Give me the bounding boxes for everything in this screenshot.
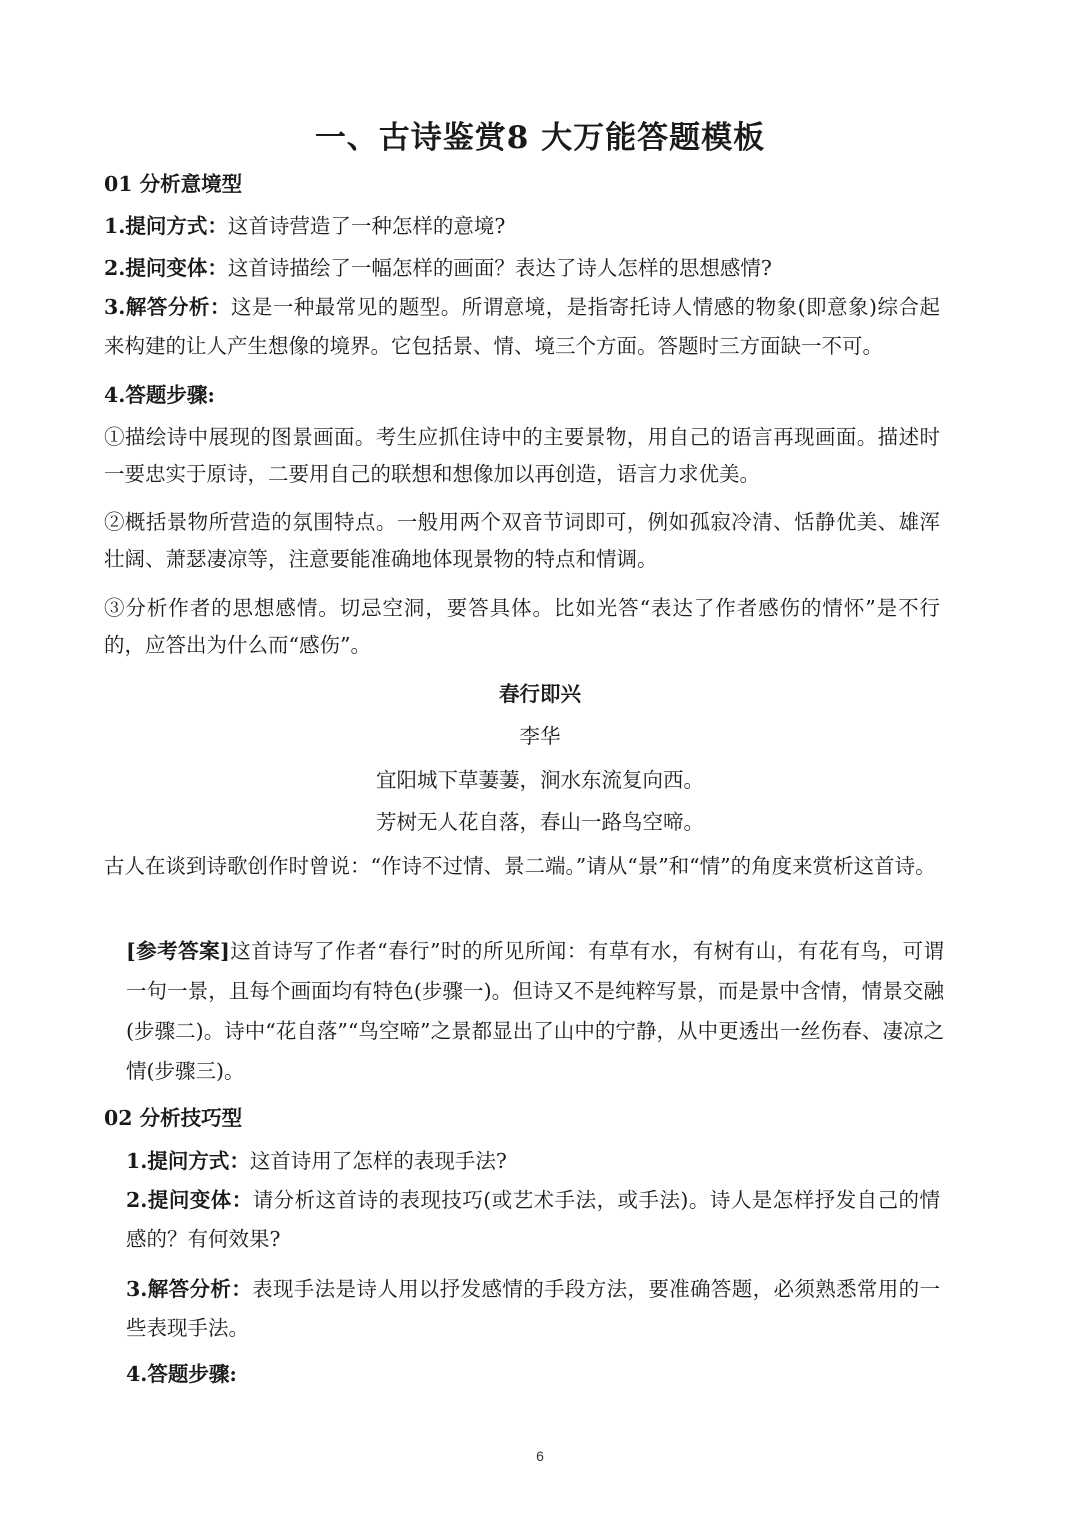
- reference-answer-label: [参考答案]: [126, 939, 230, 963]
- section1-question-variant: [104, 254, 772, 282]
- section1-question-form-label: 1.提问方式：: [104, 214, 228, 238]
- section2-analysis: [126, 1270, 940, 1348]
- section1-question-variant-label: 2.提问变体：: [104, 256, 228, 280]
- section2-heading: 02 分析技巧型: [104, 1106, 243, 1130]
- section2-question-variant-label: 2.提问变体：: [126, 1188, 253, 1212]
- poem-author: 李华: [519, 724, 561, 748]
- page-number: 6: [536, 1448, 544, 1464]
- section1-analysis: [104, 288, 940, 366]
- section1-question-form-text: 这首诗营造了一种怎样的意境?: [227, 214, 506, 238]
- section1-step1: ①描绘诗中展现的图景画面。考生应抓住诗中的主要景物，用自己的语言再现画面。描述时一要忠实于原诗，二要用自己的联想和想像加以再创造，语言力求优美。: [104, 425, 940, 486]
- section2-analysis-label: 3.解答分析：: [126, 1277, 253, 1301]
- section2-steps-label: 4.答题步骤:: [126, 1362, 237, 1386]
- section2-question-variant: [126, 1181, 940, 1259]
- poem-title: 春行即兴: [499, 682, 581, 706]
- section2-question-form-text: 这首诗用了怎样的表现手法?: [249, 1149, 507, 1173]
- section1-analysis-label: 3.解答分析：: [104, 295, 231, 319]
- section2-question-variant-text: 请分析这首诗的表现技巧(或艺术手法，或手法)。诗人是怎样抒发自己的情感的？有何效果?: [126, 1188, 940, 1251]
- section1-question-variant-text: 这首诗描绘了一幅怎样的画面？表达了诗人怎样的思想感情?: [227, 256, 772, 280]
- poem-line-2: 芳树无人花自落，春山一路鸟空啼。: [376, 810, 704, 834]
- page-title: 一、古诗鉴赏8 大万能答题模板: [314, 120, 766, 156]
- section1-step2: ②概括景物所营造的氛围特点。一般用两个双音节词即可，例如孤寂冷清、恬静优美、雄浑壮阔、萧瑟凄凉等，注意要能准确地体现景物的特点和情调。: [104, 510, 940, 571]
- reference-answer: [126, 931, 944, 1091]
- section2-analysis-text: 表现手法是诗人用以抒发感情的手段方法，要准确答题，必须熟悉常用的一些表现手法。: [126, 1277, 941, 1340]
- section2-question-form: [126, 1147, 507, 1175]
- section1-step3: ③分析作者的思想感情。切忌空洞，要答具体。比如光答“表达了作者感伤的情怀”是不行的，应答出为什么而“感伤”。: [104, 596, 940, 657]
- poem-line-1: 宜阳城下草萋萋，涧水东流复向西。: [376, 768, 704, 792]
- section1-analysis-text: 这是一种最常见的题型。所谓意境，是指寄托诗人情感的物象(即意象)综合起来构建的让人产生想像的境界。它包括景、情、境三个方面。答题时三方面缺一不可。: [104, 295, 940, 358]
- section1-steps-label: 4.答题步骤:: [104, 383, 215, 407]
- reference-answer-text: 这首诗写了作者“春行”时的所见所闻：有草有水，有树有山，有花有鸟，可谓一句一景，且每个画面均有特色(步骤一)。但诗又不是纯粹写景，而是景中含情，情景交融(步骤二)。诗中“花自落”“鸟空啼”之景都显出了山中的宁静，从中更透出一丝伤春、凄凉之情(步骤三)。: [126, 939, 944, 1083]
- section1-question-form: [104, 212, 505, 240]
- poem-question: 古人在谈到诗歌创作时曾说：“作诗不过情、景二端。”请从“景”和“情”的角度来赏析这首诗。: [104, 854, 936, 878]
- section2-question-form-label: 1.提问方式：: [126, 1149, 250, 1173]
- section1-heading: 01 分析意境型: [104, 172, 243, 196]
